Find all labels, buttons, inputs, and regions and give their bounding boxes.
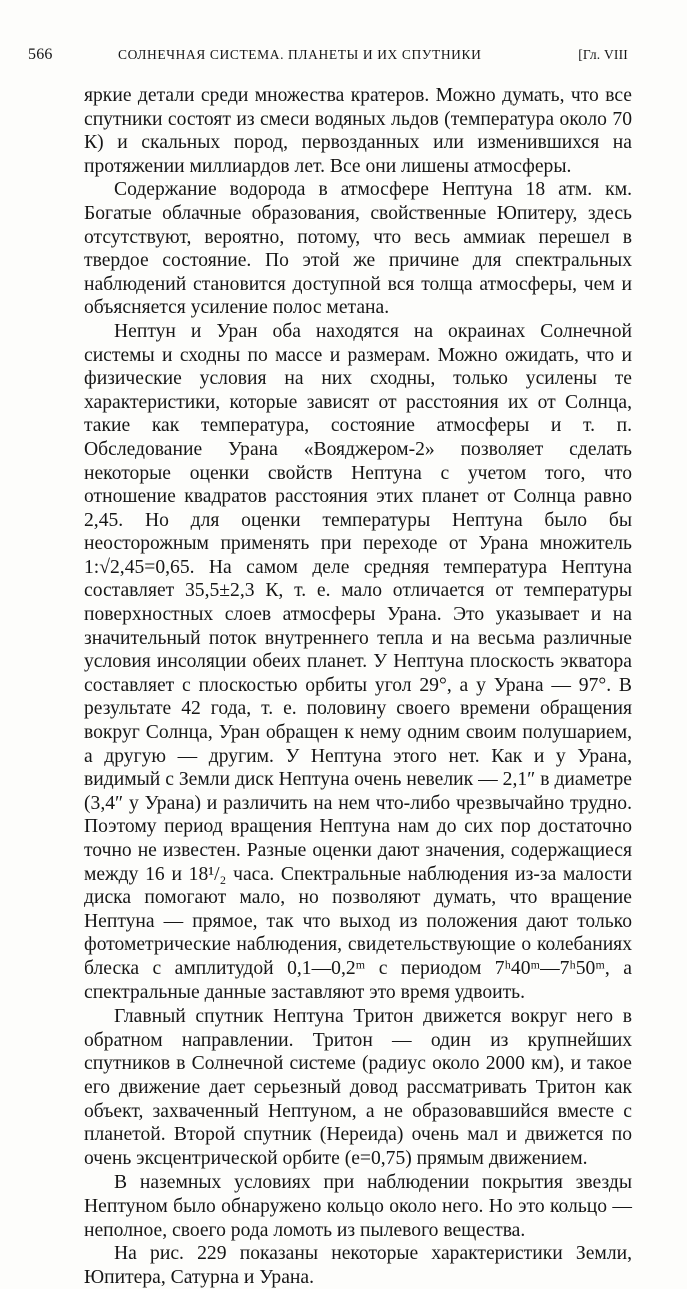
chapter-label: [Гл. VIII bbox=[578, 47, 628, 62]
body-text bbox=[84, 84, 632, 1289]
paragraph-continuation: яркие детали среди множества кратеров. Можно думать, что все спутники состоят из смеси водяных льдов (температура около 70 К) и скальных пород, первозданных или изменившихся на протяжении миллиардов лет. Все они лишены атмосферы. bbox=[84, 85, 632, 177]
running-title: СОЛНЕЧНАЯ СИСТЕМА. ПЛАНЕТЫ И ИХ СПУТНИКИ bbox=[118, 47, 482, 62]
paragraph-figure-reference: На рис. 229 показаны некоторые характеристики Земли, Юпитера, Сатурна и Урана. bbox=[84, 1243, 632, 1288]
page-header bbox=[28, 46, 628, 68]
paragraph-neptune-uranus: Нептун и Уран оба находятся на окраинах Солнечной системы и сходны по массе и размерам. Можно ожидать, что и физические условия на них сходны, только усилены те характеристики, которые зависят от расстояния их от Солнца, такие как температура, состояние атмосферы и т. п. Обследование Урана «Вояджером-2» позволяет сделать некоторые оценки свойств Нептуна с учетом того, что отношение квадратов расстояния этих планет от Солнца равно 2,45. Но для оценки температуры Нептуна было бы неосторожным применять при переходе от Урана множитель 1:√2,45=0,65. На самом деле средняя температура Нептуна составляет 35,5±2,3 К, т. е. мало отличается от температуры поверхностных слоев атмосферы Урана. Это указывает и на значительный поток внутреннего тепла и на весьма различные условия инсоляции обеих планет. У Нептуна плоскость экватора составляет с плоскостью орбиты угол 29°, а у Урана — 97°. В результате 42 года, т. е. половину своего времени обращения вокруг Солнца, Уран обращен к нему одним своим полушарием, а другую — другим. У Нептуна этого нет. Как и у Урана, видимый с Земли диск Нептуна очень невелик — 2,1″ в диаметре (3,4″ у Урана) и различить на нем что-либо чрезвычайно трудно. Поэтому период вращения Нептуна нам до сих пор достаточно точно не известен. Разные оценки дают значения, содержащиеся между 16 и 18¹/₂ часа. Спектральные наблюдения из-за малости диска помогают мало, но позволяют думать, что вращение Нептуна — прямое, так что выход из положения дают только фотометрические наблюдения, свидетельствующие о колебаниях блеска с амплитудой 0,1—0,2ᵐ с периодом 7ʰ40ᵐ—7ʰ50ᵐ, а спектральные данные заставляют это время удвоить. bbox=[84, 320, 632, 1003]
page-number: 566 bbox=[28, 46, 53, 63]
paragraph-neptune-hydrogen: Содержание водорода в атмосфере Нептуна 18 атм. км. Богатые облачные образования, свойственные Юпитеру, здесь отсутствуют, вероятно, потому, что весь аммиак перешел в твердое состояние. По этой же причине для спектральных наблюдений становится доступной вся толща атмосферы, чем и объясняется усиление полос метана. bbox=[84, 179, 632, 319]
paragraph-ring: В наземных условиях при наблюдении покрытия звезды Нептуном было обнаружено кольцо около него. Но это кольцо — неполное, своего рода ломоть из пылевого вещества. bbox=[84, 1172, 632, 1241]
paragraph-triton: Главный спутник Нептуна Тритон движется вокруг него в обратном направлении. Тритон — один из крупнейших спутников в Солнечной системе (радиус около 2000 км), и такое его движение дает серьезный довод рассматривать Тритон как объект, захваченный Нептуном, а не образовавшийся вместе с планетой. Второй спутник (Нереида) очень мал и движется по очень эксцентрической орбите (e=0,75) прямым движением. bbox=[84, 1006, 632, 1169]
